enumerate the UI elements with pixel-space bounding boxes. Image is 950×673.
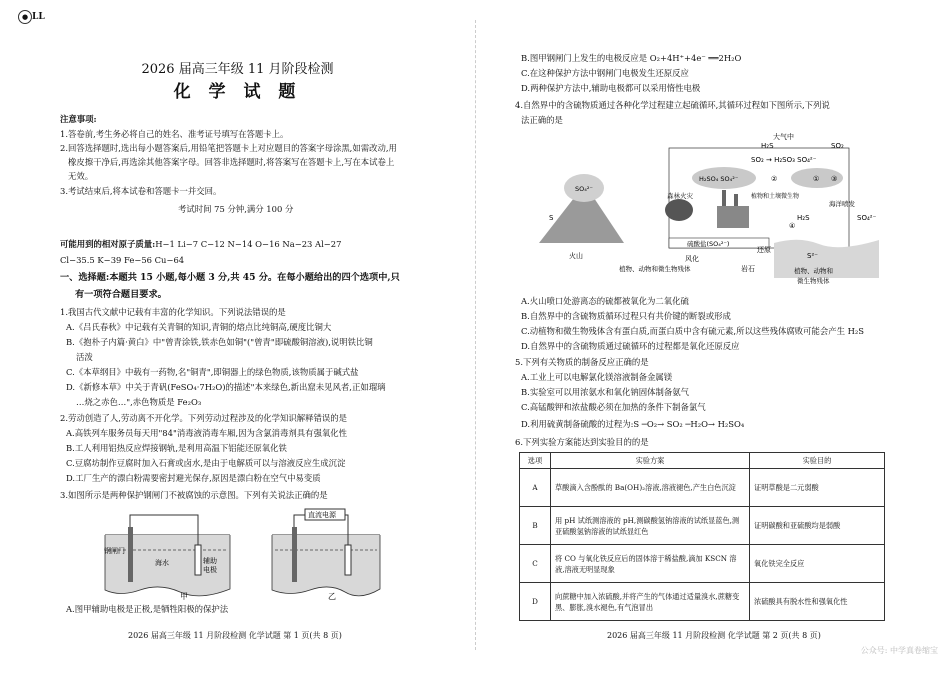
fig-label-yi: 乙 (328, 592, 336, 600)
table-header: 选项 (520, 453, 551, 469)
table-cell-opt: C (520, 545, 551, 583)
label-sulfate: 硫酸盐(SO₄²⁻) (687, 240, 730, 248)
label-c1: ① (813, 175, 820, 183)
label-bio2: 植物、动物和 (794, 267, 833, 275)
q2-option: C.豆腐坊制作豆腐时加入石膏或卤水,是由于电解质可以与溶液反应生成沉淀 (66, 458, 346, 468)
footer-left: 2026 届高三年级 11 月阶段检测 化学试题 第 1 页(共 8 页) (128, 631, 342, 640)
factory (717, 206, 749, 228)
gate-plate-2 (292, 527, 297, 582)
q6-table (519, 452, 885, 621)
table-cell-goal: 浓硫酸具有脱水性和强氧化性 (750, 583, 885, 621)
q5-option: C.高锰酸钾和浓盐酸必须在加热的条件下制备氯气 (521, 402, 706, 412)
corner-text: LL (32, 12, 45, 22)
table-cell-opt: B (520, 507, 551, 545)
q2-stem: 2.劳动创造了人,劳动离不开化学。下列劳动过程涉及的化学知识解释错误的是 (60, 413, 348, 423)
time-line: 考试时间 75 分钟,满分 100 分 (178, 204, 294, 214)
table-cell-opt: A (520, 469, 551, 507)
aux-electrode (195, 545, 201, 575)
chimney (722, 190, 726, 206)
label-elec: 电极 (203, 566, 217, 574)
q1-option: B.《抱朴子内篇·黄白》中"曾青涂铁,铁赤色如铜"("曾青"即硫酸铜溶液),说明铁比铜 (66, 337, 373, 347)
atomic-mass-values: H−1 Li−7 C−12 N−14 O−16 Na−23 Al−27 (155, 239, 342, 249)
q5-stem: 5.下列有关物质的制备反应正确的是 (515, 357, 649, 367)
q1-option-cont: …烧之赤色…",赤色物质是 Fe₂O₃ (76, 397, 202, 407)
q1-option: D.《新修本草》中关于青矾(FeSO₄·7H₂O)的描述"本来绿色,新出窟未见风者,正如瑠璃 (66, 382, 386, 392)
notes-heading: 注意事项: (60, 114, 97, 124)
label-power: 直流电源 (308, 511, 336, 519)
q3-option-a: A.图甲辅助电极是正极,是牺牲阳极的保护法 (66, 604, 229, 614)
q4-option: C.动植物和微生物残体含有蛋白质,而蛋白质中含有硫元素,所以这些残体腐败可能会产生 H₂S (521, 326, 865, 336)
label-c2: ② (771, 175, 778, 183)
atomic-mass-label: 可能用到的相对原子质量: (60, 239, 156, 249)
q3-stem: 3.如图所示是两种保护钢闸门不被腐蚀的示意图。下列有关说法正确的是 (60, 490, 328, 500)
q1-option-cont: 活泼 (76, 352, 93, 362)
table-cell-plan: 将 CO 与氧化铁反应后的固体溶于稀盐酸,滴加 KSCN 溶液,溶液无明显现象 (551, 545, 750, 583)
q4-stem: 4.自然界中的含硫物质通过各种化学过程建立起硫循环,其循环过程如下图所示,下列说 (515, 100, 830, 110)
footer-right: 2026 届高三年级 11 月阶段检测 化学试题 第 2 页(共 8 页) (607, 631, 821, 640)
table-row (520, 469, 885, 507)
label-aux: 辅助 (203, 557, 217, 565)
label-h2so3: SO₂ → H₂SO₃ SO₄²⁻ (751, 156, 817, 164)
table-row (520, 507, 885, 545)
table-header-row (520, 453, 885, 469)
aux-electrode-2 (345, 545, 351, 575)
label-rock: 岩石 (741, 265, 755, 273)
q1-stem: 1.我国古代文献中记载有丰富的化学知识。下列说法错误的是 (60, 307, 286, 317)
note-line: 橡皮擦干净后,再选涂其他答案字母。回答非选择题时,将答案写在答题卡上,写在本试卷上 (68, 157, 395, 167)
fig3-jia (104, 515, 230, 596)
fig-label-jia: 甲 (180, 592, 188, 600)
label-marine: 海洋喷发 (829, 200, 855, 208)
q3-option: D.两种保护方法中,辅助电极都可以采用惰性电极 (521, 83, 701, 93)
atomic-mass-line-2: Cl−35.5 K−39 Fe−56 Cu−64 (60, 255, 185, 265)
label-so2: SO₂ (831, 142, 844, 150)
tree (665, 199, 693, 221)
note-line: 无效。 (68, 171, 94, 181)
label-gate: 钢闸门 (104, 547, 125, 555)
label-bio3: 微生物残体 (797, 277, 830, 285)
subject-title: 化 学 试 题 (173, 82, 302, 102)
label-volcano: 火山 (569, 252, 583, 260)
q5-option: D.利用硫黄制备硫酸的过程为:S ─O₂→ SO₂ ─H₂O→ H₂SO₄ (521, 419, 745, 429)
section-heading: 一、选择题:本题共 15 小题,每小题 3 分,共 45 分。在每小题给出的四个选项中,只 (60, 272, 400, 283)
label-sea: 海水 (155, 559, 169, 567)
q4-stem-cont: 法正确的是 (521, 115, 563, 125)
q5-option: B.实验室可以用浓氨水和氧化钠固体制备氨气 (521, 387, 689, 397)
table-row (520, 583, 885, 621)
label-c4: ④ (789, 222, 796, 230)
exam-title: 2026 届高三年级 11 月阶段检测 (141, 62, 334, 77)
chimney-2 (734, 194, 738, 206)
q3-option: C.在这种保护方法中钢闸门电极发生还原反应 (521, 68, 689, 78)
table-row (520, 545, 885, 583)
note-line: 2.回答选择题时,选出每小题答案后,用铅笔把答题卡上对应题目的答案字母涂黑,如需改动,用 (60, 143, 397, 153)
label-plants: 植物和土壤微生物 (751, 193, 800, 200)
table-header: 实验目的 (750, 453, 885, 469)
note-line: 1.答卷前,考生务必将自己的姓名、准考证号填写在答题卡上。 (60, 129, 289, 139)
q6-stem: 6.下列实验方案能达到实验目的的是 (515, 437, 649, 447)
label-reduce: 还原 (757, 246, 771, 254)
fig3-yi (272, 509, 380, 596)
label-air: 大气中 (773, 133, 794, 141)
table-cell-plan: 草酸滴入含酚酞的 Ba(OH)₂溶液,溶液褪色,产生白色沉淀 (551, 469, 750, 507)
corner-circle: ● (18, 10, 32, 24)
q1-option: A.《吕氏春秋》中记载有关青铜的知识,青铜的熔点比纯铜高,硬度比铜大 (66, 322, 332, 332)
corner-mark (18, 10, 45, 24)
note-line: 3.考试结束后,将本试卷和答题卡一并交回。 (60, 186, 222, 196)
label-volcano-s: S (549, 214, 554, 222)
table-cell-goal: 证明碳酸和亚硫酸均是弱酸 (750, 507, 885, 545)
q5-option: A.工业上可以电解氯化镁溶液制备金属镁 (521, 372, 673, 382)
label-h2s: H₂S (761, 142, 774, 150)
table-cell-goal: 证明草酸是二元弱酸 (750, 469, 885, 507)
q1-option: C.《本草纲目》中载有一药物,名"铜青",即铜器上的绿色物质,该物质属于碱式盐 (66, 367, 359, 377)
gate-plate (128, 527, 133, 582)
fig3-diagram (100, 505, 390, 600)
q2-option: B.工人利用铝热反应焊接钢轨,是利用高温下铝能还原氧化铁 (66, 443, 287, 453)
section-heading-2: 有一项符合题目要求。 (75, 289, 167, 300)
label-volcano-so4: SO₄²⁻ (575, 185, 593, 193)
atomic-mass-line (60, 238, 341, 251)
q4-option: D.自然界中的含硫物质通过硫循环的过程都是氧化还原反应 (521, 341, 740, 351)
label-bio: 植物、动物和微生物残体 (619, 265, 691, 273)
table-cell-plan: 用 pH 试纸测溶液的 pH,测碳酸氢钠溶液的试纸显蓝色,测亚硫酸氢钠溶液的试纸显红色 (551, 507, 750, 545)
table-cell-opt: D (520, 583, 551, 621)
label-rain: H₂SO₄ SO₄²⁻ (699, 175, 739, 183)
label-sea-h2s: H₂S (797, 214, 810, 222)
label-weather: 风化 (685, 255, 699, 263)
table-cell-goal: 氧化铁完全反应 (750, 545, 885, 583)
table-header: 实验方案 (551, 453, 750, 469)
watermark: 公众号: 中学真卷缩宝 (860, 646, 938, 655)
label-s2m: S²⁻ (807, 252, 818, 260)
q2-option: A.高铁列车服务员每天用"84"消毒液消毒车厢,因为含氯消毒剂具有强氧化性 (66, 428, 347, 438)
label-sea-so4: SO₄²⁻ (857, 214, 877, 222)
q2-option: D.工厂生产的漂白粉需要密封避光保存,原因是漂白粉在空气中易变质 (66, 473, 321, 483)
table-cell-plan: 向蔗糖中加入浓硫酸,并将产生的气体通过适量溴水,蔗糖变黑、膨胀,溴水褪色,有气泡冒出 (551, 583, 750, 621)
q4-option: A.火山喷口处游离态的硫都被氧化为二氧化硫 (521, 296, 689, 306)
q3-option: B.图甲钢闸门上发生的电极反应是 O₂+4H⁺+4e⁻ ══2H₂O (521, 53, 742, 63)
sulfur-cycle-diagram (539, 128, 885, 294)
q4-option: B.自然界中的含硫物质循环过程只有共价键的断裂或形成 (521, 311, 731, 321)
label-c3: ③ (831, 175, 838, 183)
label-fire: 森林火灾 (667, 192, 693, 200)
